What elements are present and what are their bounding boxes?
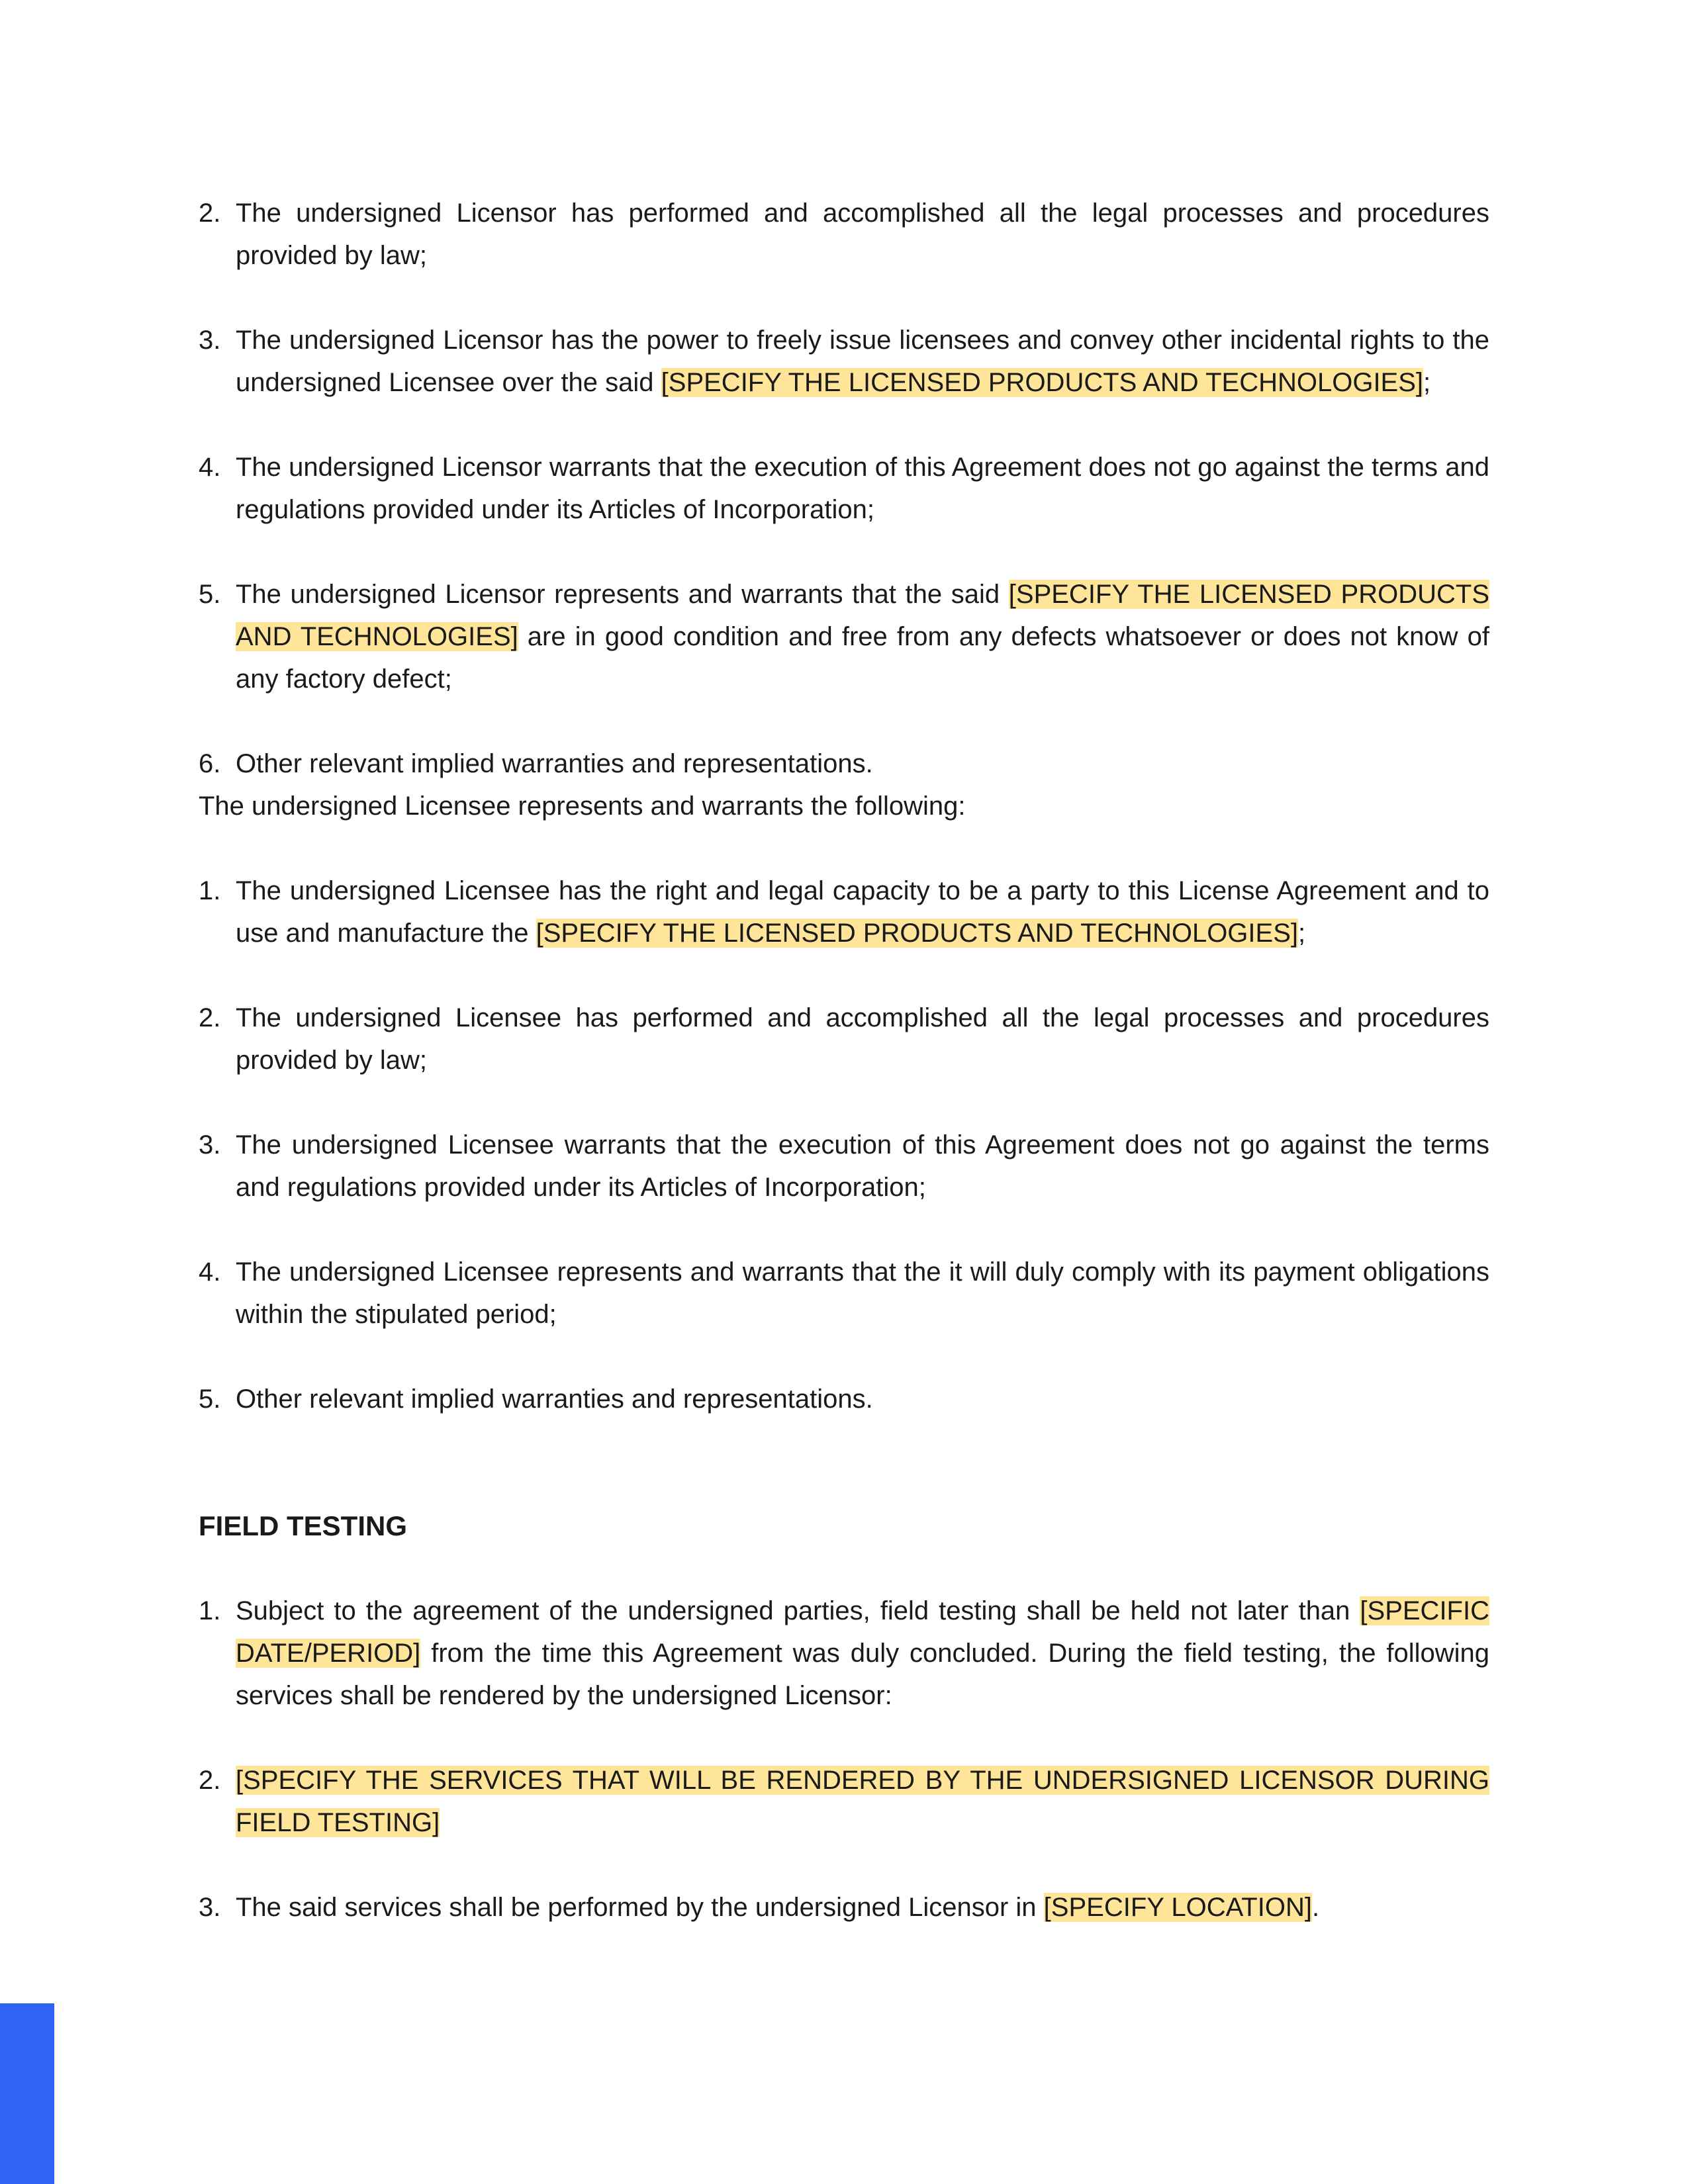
list-item (199, 870, 1489, 954)
list-item (199, 997, 1489, 1081)
list-number: 2. (199, 1766, 221, 1795)
item-text-after: ; (1423, 368, 1431, 397)
licensor-warranties-list (199, 192, 1489, 785)
placeholder-highlight[interactable]: [SPECIFY THE LICENSED PRODUCTS AND TECHNOLOGIES] (661, 368, 1424, 397)
item-text-after: . (1311, 1893, 1320, 1922)
item-text: The undersigned Licensee has performed and accomplished all the legal processes and procedures provided by law; (236, 1003, 1489, 1075)
list-item (199, 573, 1489, 700)
list-item (199, 1378, 1489, 1420)
item-text: The undersigned Licensee warrants that the execution of this Agreement does not go against the terms and regulations provided under its Articles of Incorporation; (236, 1130, 1489, 1202)
list-item (199, 192, 1489, 277)
list-number: 4. (199, 1257, 221, 1287)
item-text: The undersigned Licensee has the right and legal capacity to be a party to this License Agreement and to use and manufacture the (236, 876, 1489, 948)
item-text-after: ; (1298, 919, 1306, 948)
section-heading-field-testing: FIELD TESTING (199, 1510, 407, 1541)
list-number: 2. (199, 199, 221, 228)
item-text: Subject to the agreement of the undersigned parties, field testing shall be held not later than (236, 1596, 1360, 1625)
licensee-warranties-list (199, 870, 1489, 1420)
list-number: 3. (199, 1130, 221, 1160)
item-text: The undersigned Licensor represents and warrants that the said (236, 580, 1009, 609)
list-item (199, 1124, 1489, 1208)
list-item (199, 1590, 1489, 1717)
item-text: The undersigned Licensee represents and warrants that the it will duly comply with its payment obligations within the stipulated period; (236, 1257, 1489, 1329)
item-text: Other relevant implied warranties and representations. (236, 1385, 873, 1414)
item-text: Other relevant implied warranties and representations. (236, 749, 873, 778)
list-number: 5. (199, 1385, 221, 1414)
placeholder-highlight[interactable]: [SPECIFY THE LICENSED PRODUCTS AND TECHNOLOGIES] (236, 580, 1490, 651)
list-number: 5. (199, 580, 221, 609)
list-item (199, 1886, 1489, 1929)
list-number: 1. (199, 876, 221, 905)
item-text: The undersigned Licensor warrants that the execution of this Agreement does not go against the terms and regulations provided under its Articles of Incorporation; (236, 453, 1489, 524)
list-number: 3. (199, 1893, 221, 1922)
item-text: The undersigned Licensor has performed and accomplished all the legal processes and procedures provided by law; (236, 199, 1489, 270)
placeholder-highlight[interactable]: [SPECIFY LOCATION] (1043, 1893, 1312, 1922)
list-item (199, 1759, 1489, 1844)
list-item (199, 319, 1489, 404)
document-page (199, 192, 1489, 1929)
field-testing-list (199, 1590, 1489, 1929)
list-number: 4. (199, 453, 221, 482)
item-text: The said services shall be performed by the undersigned Licensor in (236, 1893, 1044, 1922)
licensee-intro: The undersigned Licensee represents and warrants the following: (199, 792, 966, 821)
list-number: 6. (199, 749, 221, 778)
list-item (199, 446, 1489, 531)
list-number: 1. (199, 1596, 221, 1625)
placeholder-highlight[interactable]: [SPECIFY THE LICENSED PRODUCTS AND TECHNOLOGIES] (536, 919, 1299, 948)
placeholder-highlight[interactable]: [SPECIFY THE SERVICES THAT WILL BE RENDERED BY THE UNDERSIGNED LICENSOR DURING FIELD TESTING] (236, 1766, 1489, 1837)
list-item (199, 1251, 1489, 1336)
decorative-side-bar (0, 2003, 54, 2184)
placeholder-highlight[interactable]: [SPECIFIC DATE/PERIOD] (236, 1596, 1489, 1668)
list-number: 3. (199, 326, 221, 355)
item-text: The undersigned Licensor has the power to freely issue licensees and convey other incidental rights to the undersigned Licensee over the said (236, 326, 1489, 397)
list-number: 2. (199, 1003, 221, 1032)
item-text-after: are in good condition and free from any defects whatsoever or does not know of any factory defect; (236, 622, 1489, 694)
list-item (199, 743, 1489, 785)
item-text-after: from the time this Agreement was duly concluded. During the field testing, the following services shall be rendered by the undersigned Licensor: (236, 1639, 1489, 1710)
